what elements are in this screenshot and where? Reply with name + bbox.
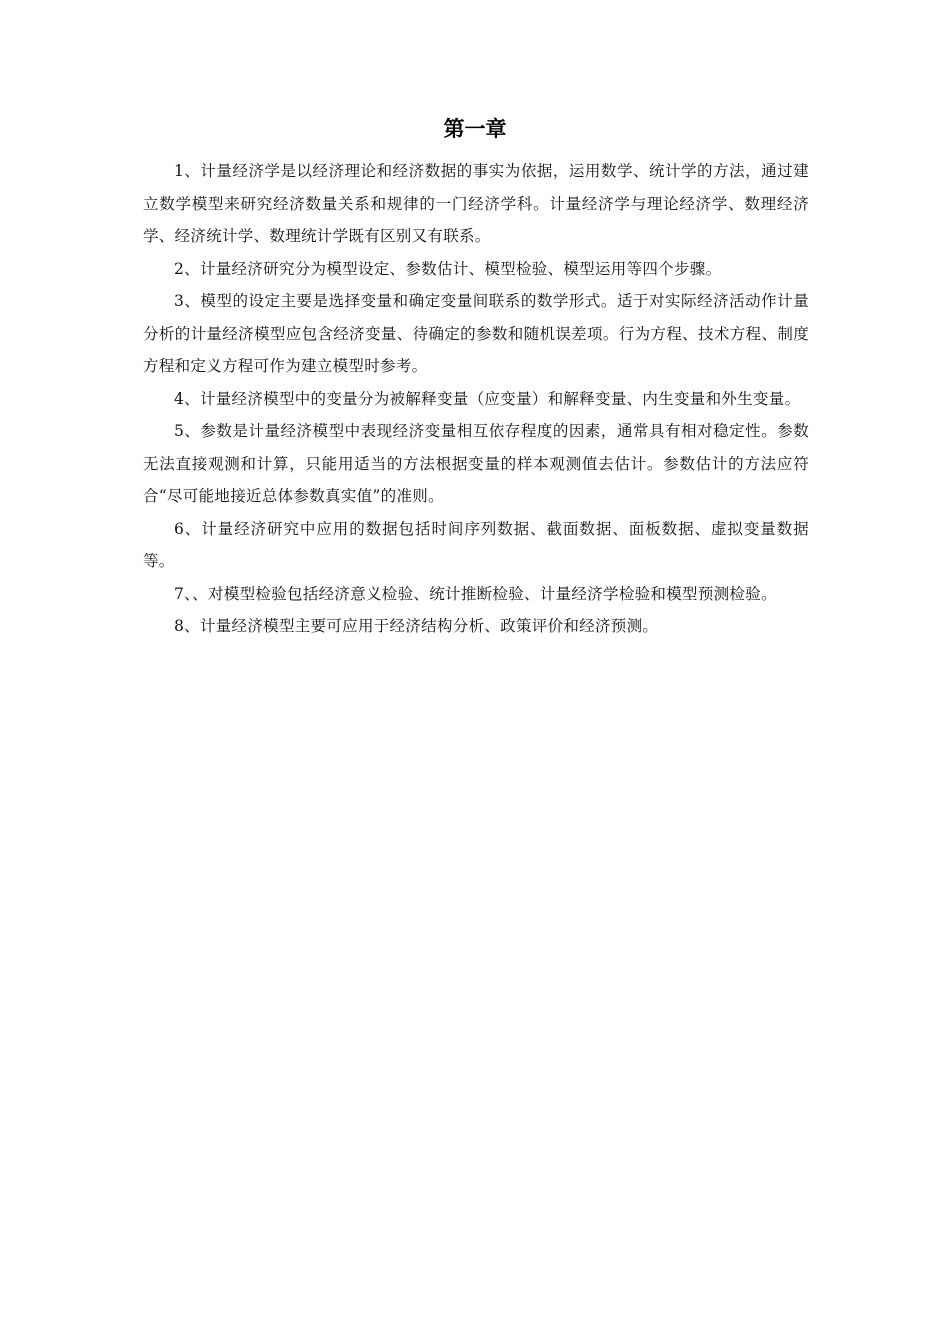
paragraph-4: 4、计量经济模型中的变量分为被解释变量（应变量）和解释变量、内生变量和外生变量。 bbox=[174, 389, 801, 408]
paragraph-6: 6、计量经济研究中应用的数据包括时间序列数据、截面数据、面板数据、虚拟变量数据等。 bbox=[143, 519, 809, 570]
paragraph-5: 5、参数是计量经济模型中表现经济变量相互依存程度的因素，通常具有相对稳定性。参数无法直接观测和计算，只能用适当的方法根据变量的样本观测值去估计。参数估计的方法应符合“尽可能地接近总体参数真实值”的准则。 bbox=[143, 422, 809, 505]
paragraph-1: 1、计量经济学是以经济理论和经济数据的事实为依据，运用数学、统计学的方法，通过建立数学模型来研究经济数量关系和规律的一门经济学科。计量经济学与理论经济学、数理经济学、经济统计学、数理统计学既有区别又有联系。 bbox=[143, 162, 809, 245]
paragraph-2: 2、计量经济研究分为模型设定、参数估计、模型检验、模型运用等四个步骤。 bbox=[174, 259, 722, 278]
paragraph-7: 7、、对模型检验包括经济意义检验、统计推断检验、计量经济学检验和模型预测检验。 bbox=[174, 584, 777, 603]
paragraph-8: 8、计量经济模型主要可应用于经济结构分析、政策评价和经济预测。 bbox=[174, 617, 659, 635]
paragraph-3: 3、模型的设定主要是选择变量和确定变量间联系的数学形式。适于对实际经济活动作计量分析的计量经济模型应包含经济变量、待确定的参数和随机误差项。行为方程、技术方程、制度方程和定义方程可作为建立模型时参考。 bbox=[143, 292, 809, 375]
chapter-title: 第一章 bbox=[443, 116, 507, 141]
document-body bbox=[143, 155, 809, 643]
